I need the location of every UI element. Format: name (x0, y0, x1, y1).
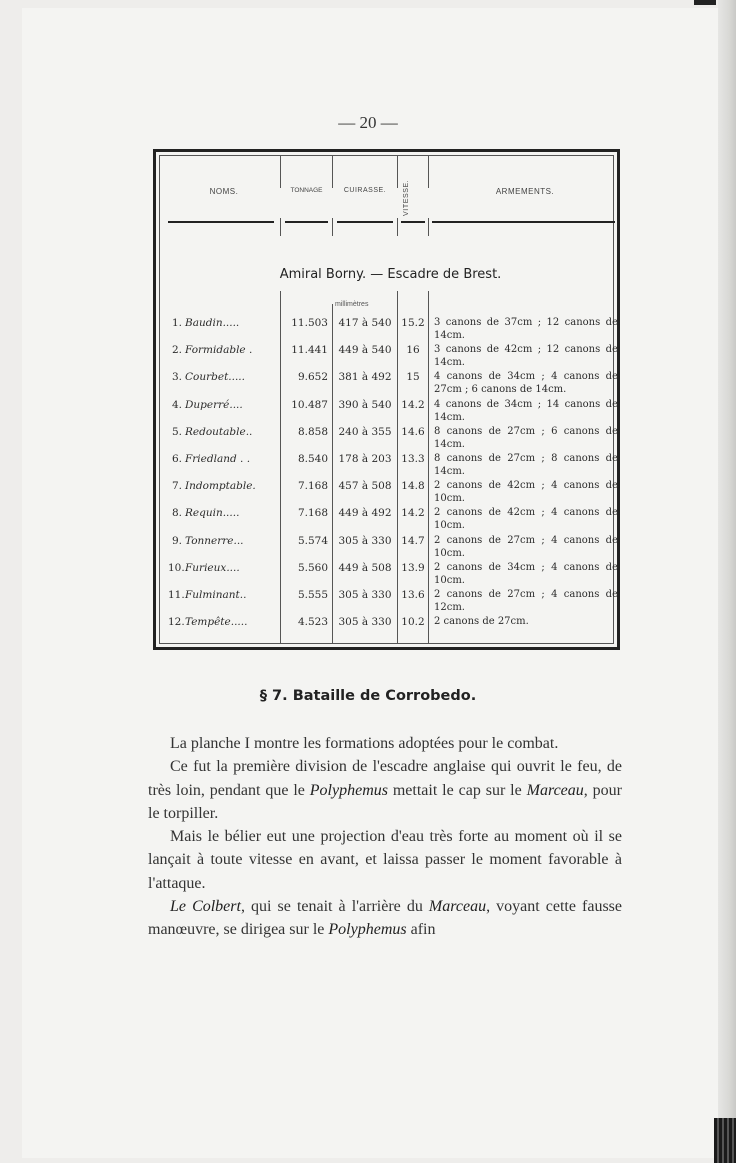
header-tonnage: TONNAGE (290, 187, 323, 194)
speed-value: 14.2 (401, 507, 425, 520)
armament-value: 2 canons de 42cm ; 4 canons de 10cm. (434, 507, 618, 532)
speed-value: 13.3 (401, 453, 425, 465)
speed-value: 16 (406, 344, 420, 357)
ship-name: Tonnerre... (185, 534, 244, 547)
tonnage-value: 9.652 (297, 371, 328, 384)
row-number: 3. (171, 371, 182, 384)
table-row (160, 534, 621, 562)
row-number: 10. (168, 561, 185, 574)
armor-value: 390 à 540 (338, 398, 392, 411)
ship-name: Formidable . (185, 344, 253, 357)
table-row (160, 452, 621, 480)
tonnage-value: 10.487 (291, 398, 328, 411)
armament-value: 2 canons de 27cm. (434, 616, 529, 628)
ship-name: Tempête..... (185, 616, 248, 629)
armament-value: 3 canons de 42cm ; 12 canons de 14cm. (434, 344, 618, 369)
tonnage-value: 11.503 (291, 317, 328, 329)
speed-value: 15 (406, 371, 420, 384)
row-number: 6. (171, 453, 182, 465)
ship-name: Friedland . . (185, 453, 251, 465)
row-number: 12. (168, 616, 185, 629)
fleet-table-inner (159, 155, 618, 644)
table-row (160, 561, 621, 589)
table-row (160, 588, 621, 616)
tonnage-value: 7.168 (297, 480, 328, 493)
paragraph: La planche I montre les formations adoptées pour le combat. (170, 735, 559, 752)
col-separator (428, 218, 429, 236)
ship-name: Polyphemus (309, 781, 388, 799)
table-row (160, 479, 621, 507)
armor-value: 449 à 492 (338, 507, 392, 520)
table-subtitle: Amiral Borny. — Escadre de Brest. (279, 267, 502, 282)
armament-value: 2 canons de 27cm ; 4 canons de 12cm. (434, 589, 618, 613)
paragraph (148, 895, 622, 942)
col-separator (280, 218, 281, 236)
ship-name: Baudin..... (185, 317, 240, 329)
table-row (160, 398, 621, 426)
armament-value: 2 canons de 27cm ; 4 canons de 10cm. (434, 534, 618, 559)
body-text (148, 732, 622, 942)
header-cuirasse: CUIRASSE. (343, 187, 387, 194)
armament-value: 3 canons de 37cm ; 12 canons de 14cm. (434, 317, 618, 341)
armor-value: 449 à 508 (338, 561, 392, 574)
binding-mark (714, 1118, 736, 1163)
speed-value: 13.6 (401, 589, 425, 601)
paragraph (148, 755, 622, 825)
speed-value: 14.6 (401, 425, 425, 438)
table-row (160, 370, 621, 398)
text-run: , qui se tenait à l'arrière du (240, 898, 429, 916)
armor-value: 305 à 330 (338, 589, 392, 601)
speed-value: 15.2 (401, 317, 425, 329)
text-run: afin (406, 921, 436, 939)
ship-name: Requin..... (185, 507, 240, 520)
armament-value: 8 canons de 27cm ; 6 canons de 14cm. (434, 425, 618, 450)
speed-value: 14.8 (401, 480, 425, 493)
tonnage-value: 8.858 (297, 425, 328, 438)
tonnage-value: 4.523 (297, 616, 328, 629)
table-row (160, 615, 621, 643)
speed-value: 14.2 (401, 398, 425, 411)
col-separator (428, 156, 429, 188)
row-number: 5. (171, 425, 182, 438)
row-number: 4. (171, 398, 182, 411)
armor-value: 449 à 540 (338, 344, 392, 357)
tonnage-value: 5.560 (297, 561, 328, 574)
tonnage-value: 5.555 (297, 589, 328, 601)
units-label: millimètres (335, 301, 369, 308)
fleet-table (153, 149, 620, 650)
ship-name: Fulminant.. (185, 589, 247, 601)
corner-mark-top (694, 0, 716, 5)
table-row (160, 343, 621, 371)
tonnage-value: 7.168 (297, 507, 328, 520)
row-number: 2. (171, 344, 182, 357)
page-edge-shadow (718, 0, 736, 1163)
tonnage-value: 11.441 (291, 344, 328, 357)
header-rule (285, 221, 328, 223)
col-separator (332, 156, 333, 188)
armament-value: 2 canons de 34cm ; 4 canons de 10cm. (434, 561, 618, 586)
tonnage-value: 5.574 (297, 534, 328, 547)
page-number: — 20 — (338, 113, 398, 132)
row-number: 1. (171, 317, 182, 329)
ship-name: Redoutable.. (185, 425, 253, 438)
ship-name: Courbet..... (185, 371, 245, 384)
armor-value: 178 à 203 (338, 453, 392, 465)
text-run: , voyant cette fausse manœuvre, se dirigea sur le (148, 898, 623, 939)
col-separator (397, 156, 398, 188)
text-run: mettait le cap sur le (387, 781, 527, 799)
speed-value: 10.2 (401, 616, 425, 629)
speed-value: 13.9 (401, 561, 425, 574)
header-noms: NOMS. (209, 187, 239, 196)
header-rule (337, 221, 393, 223)
table-row (160, 316, 621, 344)
armament-value: 2 canons de 42cm ; 4 canons de 10cm. (434, 480, 618, 505)
armor-value: 305 à 330 (338, 616, 392, 629)
table-row (160, 506, 621, 534)
header-armements: ARMEMENTS. (495, 187, 555, 196)
ship-name: Marceau (526, 781, 584, 799)
ship-name: Marceau (428, 898, 487, 916)
header-rule (432, 221, 615, 223)
tonnage-value: 8.540 (297, 453, 328, 465)
col-separator (397, 218, 398, 236)
ship-name: Duperré.... (185, 398, 243, 411)
col-separator (280, 156, 281, 188)
row-number: 8. (171, 507, 182, 520)
ship-name: Furieux.... (185, 561, 240, 574)
armament-value: 4 canons de 34cm ; 4 canons de 27cm ; 6 canons de 14cm. (434, 371, 618, 396)
header-vitesse: VITESSE. (403, 179, 410, 217)
row-number: 7. (171, 480, 182, 493)
header-rule (168, 221, 274, 223)
text-run: , pour le torpiller. (148, 781, 623, 822)
speed-value: 14.7 (401, 534, 425, 547)
paragraph: Mais le bélier eut une projection d'eau très forte au moment où il se lançait à toute vitesse en avant, et laissa passer le moment favorable à l'attaque. (148, 828, 622, 892)
text-run: Ce fut la première division de l'escadre anglaise qui ouvrit le feu, de très loin, pendant que le (148, 758, 622, 799)
armament-value: 4 canons de 34cm ; 14 canons de 14cm. (434, 398, 618, 423)
armor-value: 381 à 492 (338, 371, 392, 384)
section-title: § 7. Bataille de Corrobedo. (259, 688, 477, 704)
armor-value: 457 à 508 (338, 480, 392, 493)
row-number: 11. (168, 589, 185, 601)
armor-value: 417 à 540 (338, 317, 392, 329)
armor-value: 305 à 330 (338, 534, 392, 547)
row-number: 9. (171, 534, 182, 547)
ship-name: Indomptable. (185, 480, 256, 493)
armament-value: 8 canons de 27cm ; 8 canons de 14cm. (434, 453, 618, 477)
ship-name: Polyphemus (328, 921, 407, 939)
table-row (160, 425, 621, 453)
col-separator (332, 218, 333, 236)
armor-value: 240 à 355 (338, 425, 392, 438)
ship-name: Le Colbert (170, 898, 241, 916)
